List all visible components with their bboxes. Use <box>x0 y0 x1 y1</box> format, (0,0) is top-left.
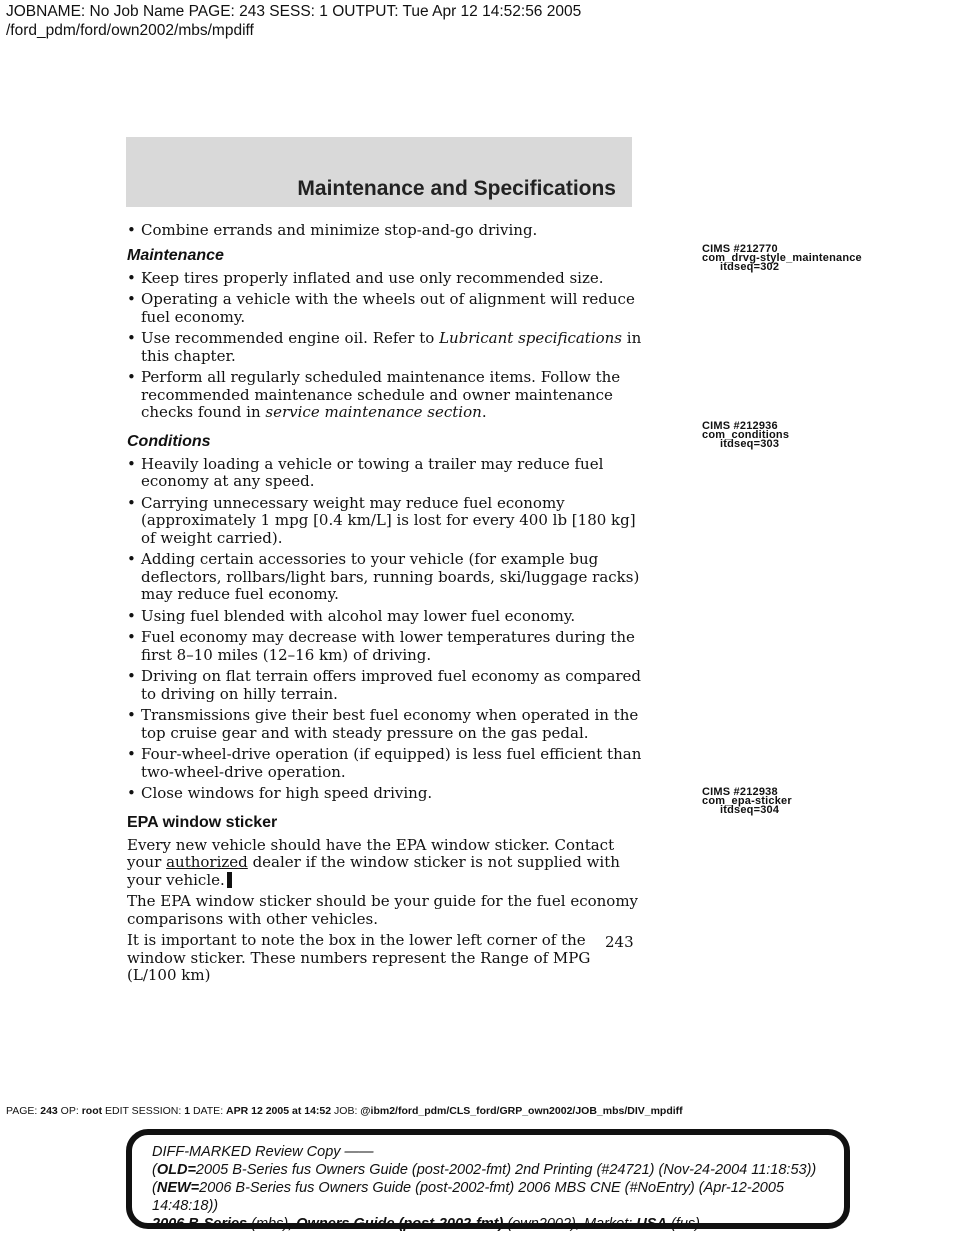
list-item: • Perform all regularly scheduled maintenance items. Follow the recommended maintenance schedule and owner maintenance checks found in service maintenance section. <box>127 368 621 421</box>
bullet-icon: • <box>127 368 136 386</box>
job-header-line-1: JOBNAME: No Job Name PAGE: 243 SESS: 1 OUTPUT: Tue Apr 12 14:52:56 2005 <box>6 3 582 20</box>
authorized-diff-mark: authorized <box>166 853 248 871</box>
review-market-line: 2006 B-Series (mbs), Owners Guide (post-2002-fmt) (own2002), Market: USA (fus) <box>152 1216 700 1232</box>
maintenance-heading: Maintenance <box>127 246 224 264</box>
bullet-icon: • <box>127 290 136 308</box>
list-item: • Transmissions give their best fuel economy when operated in the top cruise gear and with steady pressure on the gas pedal. <box>127 706 639 742</box>
bullet-icon: • <box>127 493 136 512</box>
bullet-icon: • <box>127 706 136 724</box>
bullet-icon: • <box>127 268 136 287</box>
bullet-icon: • <box>127 329 136 347</box>
conditions-heading: Conditions <box>127 432 211 450</box>
list-item: • Use recommended engine oil. Refer to Lubricant specifications in this chapter. <box>127 329 642 365</box>
list-item: • Carrying unnecessary weight may reduce fuel economy (approximately 1 mpg [0.4 km/L] is lost for every 400 lb [180 kg] of weight carried). <box>127 493 636 547</box>
change-bar-icon <box>227 872 232 888</box>
list-item: • Adding certain accessories to your vehicle (for example bug deflectors, rollbars/light bars, running boards, ski/luggage racks) may reduce fuel economy. <box>127 550 640 603</box>
page-number: 243 <box>605 933 634 951</box>
bullet-icon: • <box>127 221 136 239</box>
bullet-icon: • <box>127 454 136 473</box>
bullet-icon: • <box>127 667 136 685</box>
epa-paragraph-3: It is important to note the box in the lower left corner of the window sticker. These numbers represent the Range of MPG (L/100 km) <box>127 931 591 984</box>
cims-tag: CIMS #212938 com_epa-sticker itdseq=304 <box>702 786 792 816</box>
page-content <box>127 222 642 989</box>
bullet-icon: • <box>127 550 136 568</box>
lubricant-spec-reference: Lubricant specifications <box>439 329 623 347</box>
section-header-bar <box>126 137 632 207</box>
epa-paragraph-1: Every new vehicle should have the EPA window sticker. Contact your authorized dealer if the window sticker is not supplied with your vehicle. <box>127 835 620 889</box>
bullet-icon: • <box>127 745 136 763</box>
list-item: • Four-wheel-drive operation (if equipped) is less fuel efficient than two-wheel-drive operation. <box>127 745 642 781</box>
service-section-reference: service maintenance section <box>265 403 482 421</box>
list-item: • Keep tires properly inflated and use only recommended size. <box>127 268 604 287</box>
bullet-icon: • <box>127 606 136 625</box>
cims-tag: CIMS #212936 com_conditions itdseq=303 <box>702 420 790 450</box>
list-item: • Heavily loading a vehicle or towing a trailer may reduce fuel economy at any speed. <box>127 454 604 490</box>
list-item: • Combine errands and minimize stop-and-go driving. <box>127 221 538 239</box>
review-new-line: (NEW=2006 B-Series fus Owners Guide (post-2002-fmt) 2006 MBS CNE (#NoEntry) (Apr-12-2005 14:48:18)) <box>152 1180 784 1214</box>
epa-heading: EPA window sticker <box>127 813 278 831</box>
epa-paragraph-2: The EPA window sticker should be your guide for the fuel economy comparisons with other vehicles. <box>127 892 639 928</box>
cims-tag: CIMS #212770 com_drvg-style_maintenance itdseq=302 <box>702 243 862 273</box>
job-header-line-2: /ford_pdm/ford/own2002/mbs/mpdiff <box>6 22 254 39</box>
list-item: • Operating a vehicle with the wheels out of alignment will reduce fuel economy. <box>127 290 635 326</box>
section-title: Maintenance and Specifications <box>297 177 616 200</box>
bullet-icon: • <box>127 628 136 646</box>
bullet-icon: • <box>127 784 136 802</box>
list-item: • Fuel economy may decrease with lower temperatures during the first 8–10 miles (12–16 km) of driving. <box>127 628 635 664</box>
footer-info: PAGE: 243 OP: root EDIT SESSION: 1 DATE: APR 12 2005 at 14:52 JOB: @ibm2/ford_pdm/CLS_ford/GRP_own2002/JOB_mbs/DIV_mpdiff <box>6 1105 683 1117</box>
list-item: • Close windows for high speed driving. <box>127 784 433 802</box>
review-copy-box <box>126 1129 850 1232</box>
list-item: • Driving on flat terrain offers improved fuel economy as compared to driving on hilly terrain. <box>127 667 642 703</box>
review-old-line: (OLD=2005 B-Series fus Owners Guide (post-2002-fmt) 2nd Printing (#24721) (Nov-24-2004 11:18:53)) <box>152 1162 817 1178</box>
review-title: DIFF-MARKED Review Copy —— <box>152 1144 374 1160</box>
list-item: • Using fuel blended with alcohol may lower fuel economy. <box>127 606 576 625</box>
